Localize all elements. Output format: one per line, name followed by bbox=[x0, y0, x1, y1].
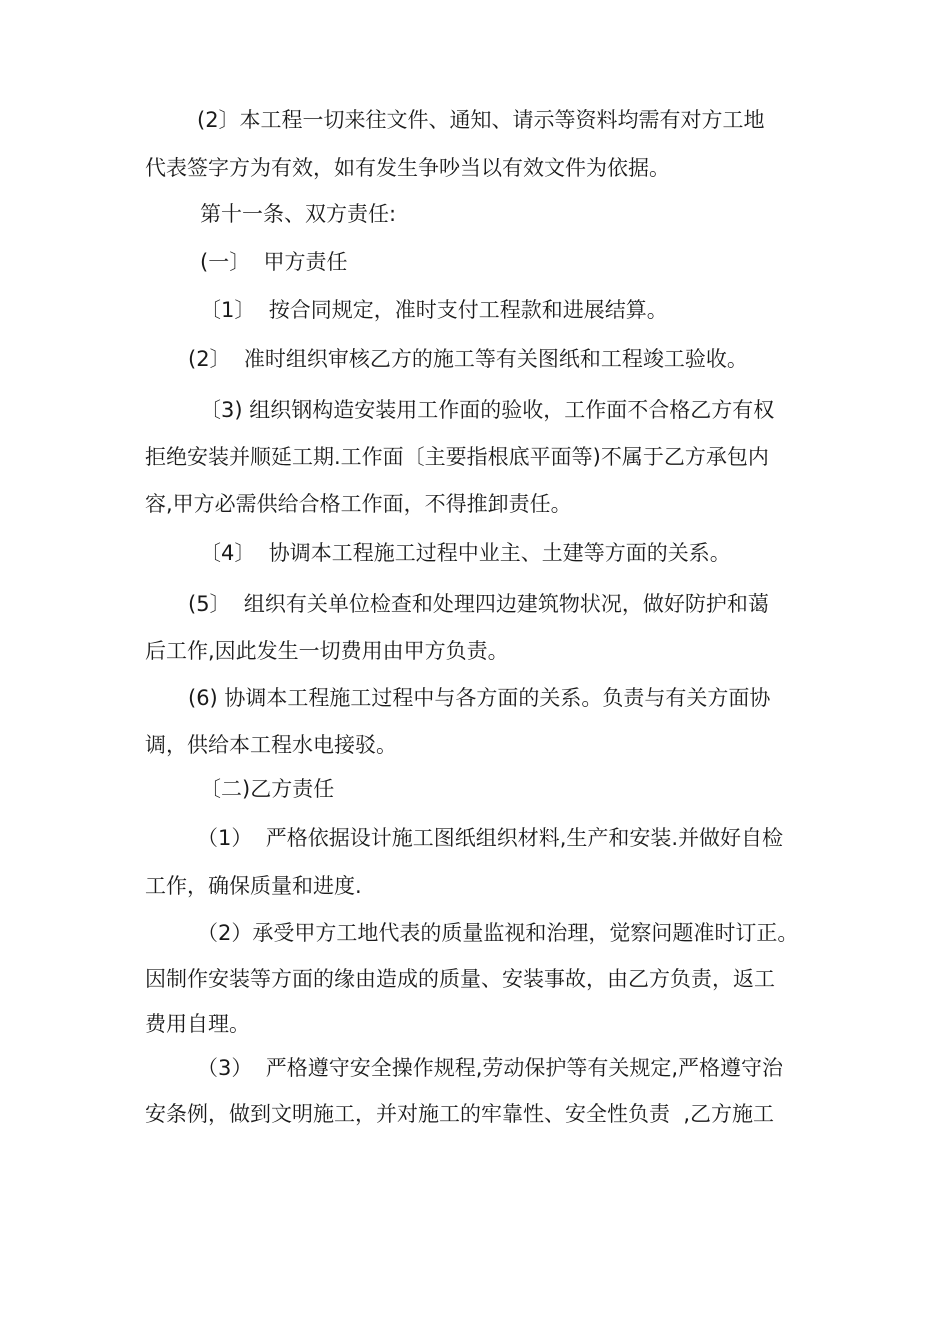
paragraph-line: （3） 严格遵守安全操作规程,劳动保护等有关规定,严格遵守治 bbox=[197, 1056, 784, 1080]
paragraph-line: （1） 严格依据设计施工图纸组织材料,生产和安装.并做好自检 bbox=[197, 826, 784, 850]
paragraph-line: 工作，确保质量和进度. bbox=[145, 874, 362, 898]
paragraph-line: 因制作安装等方面的缘由造成的质量、安装事故，由乙方负责，返工 bbox=[145, 967, 775, 991]
paragraph-line: （2）承受甲方工地代表的质量监视和治理，觉察问题准时订正。 bbox=[197, 921, 799, 945]
subsection-heading: 〔二)乙方责任 bbox=[200, 777, 335, 801]
paragraph-line: 后工作,因此发生一切费用由甲方负责。 bbox=[145, 639, 509, 663]
paragraph-line: 安条例，做到文明施工，并对施工的牢靠性、安全性负责 ,乙方施工 bbox=[145, 1102, 775, 1126]
paragraph-line: 拒绝安装并顺延工期.工作面〔主要指根底平面等)不属于乙方承包内 bbox=[145, 445, 769, 469]
paragraph-line: 〔4〕 协调本工程施工过程中业主、土建等方面的关系。 bbox=[200, 541, 731, 565]
paragraph-line: 费用自理。 bbox=[145, 1012, 250, 1036]
paragraph-line: (6) 协调本工程施工过程中与各方面的关系。负责与有关方面协 bbox=[188, 686, 771, 710]
paragraph-line: (2〕本工程一切来往文件、通知、请示等资料均需有对方工地 bbox=[197, 108, 765, 132]
paragraph-line: 〔3) 组织钢构造安装用工作面的验收，工作面不合格乙方有权 bbox=[200, 398, 775, 422]
paragraph-line: 容,甲方必需供给合格工作面，不得推卸责任。 bbox=[145, 492, 572, 516]
section-heading: 第十一条、双方责任: bbox=[200, 202, 397, 226]
paragraph-line: 〔1〕 按合同规定，准时支付工程款和进展结算。 bbox=[200, 298, 668, 322]
paragraph-line: 代表签字方为有效，如有发生争吵当以有效文件为依据。 bbox=[145, 156, 670, 180]
paragraph-line: (5〕 组织有关单位检查和处理四边建筑物状况，做好防护和蔼 bbox=[188, 592, 769, 616]
subsection-heading: (一〕 甲方责任 bbox=[200, 250, 348, 274]
paragraph-line: 调，供给本工程水电接驳。 bbox=[145, 733, 397, 757]
paragraph-line: (2〕 准时组织审核乙方的施工等有关图纸和工程竣工验收。 bbox=[188, 347, 748, 371]
